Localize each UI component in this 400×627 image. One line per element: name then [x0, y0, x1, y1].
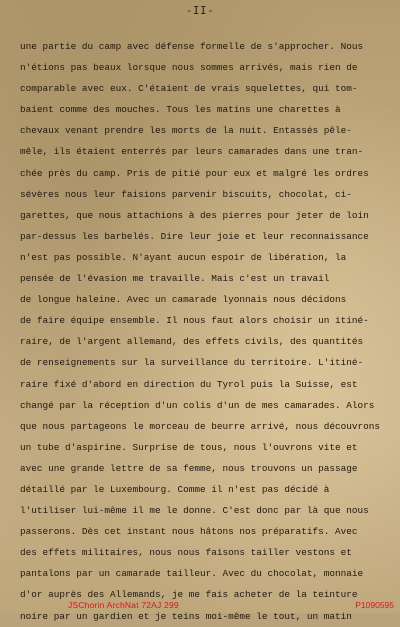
text-line: chée près du camp. Pris de pitié pour eux et malgré les ordres	[20, 167, 369, 179]
text-line: n'est pas possible. N'ayant aucun espoir de libération, la	[20, 251, 347, 263]
text-line: raire fixé d'abord en direction du Tyrol puis la Suisse, est	[20, 378, 358, 390]
page-number: -II-	[185, 4, 215, 17]
text-line: avec une grande lettre de sa femme, nous trouvons un passage	[20, 462, 358, 474]
text-line: changé par la réception d'un colis d'un de mes camarades. Alors	[20, 399, 375, 411]
text-line: passerons. Dès cet instant nous hâtons nos préparatifs. Avec	[20, 526, 358, 538]
text-line: pensée de l'évasion me travaille. Mais c'est un travail	[20, 273, 330, 285]
text-line: mêle, ils étaient enterrés par leurs camarades dans une tran-	[20, 146, 364, 158]
text-line: de faire équipe ensemble. Il nous faut alors choisir un itiné-	[20, 315, 369, 327]
text-line: que nous partageons le morceau de beurre arrivé, nous découvrons	[20, 420, 381, 432]
text-line: détaillé par le Luxembourg. Comme il n'est pas décidé à	[20, 483, 330, 495]
text-line: pantalons par un camarade tailleur. Avec du chocolat, monnaie	[20, 568, 364, 580]
text-line: raire, de l'argent allemand, des effets civils, des quantités	[20, 336, 364, 348]
text-line: des effets militaires, nous nous faisons tailler vestons et	[20, 547, 352, 559]
text-line: chevaux venant prendre les morts de la nuit. Entassés pêle-	[20, 125, 352, 137]
text-line: l'utiliser lui-même il me le donne. C'est donc par là que nous	[20, 505, 369, 517]
text-line: baient comme des mouches. Tous les matins une charettes à	[20, 104, 341, 116]
text-line: de longue haleine. Avec un camarade lyonnais nous décidons	[20, 294, 347, 306]
text-line: de renseignements sur la surveillance du territoire. L'itiné-	[20, 357, 364, 369]
text-line: noire par un gardien et je teins moi-même le tout, un matin	[20, 610, 352, 622]
text-line: n'étions pas beaux lorsque nous sommes arrivés, mais rien de	[20, 62, 358, 74]
archive-reference: JSChorin ArchNat 72AJ 299	[68, 600, 179, 610]
text-line: comparable avec eux. C'étaient de vrais squelettes, qui tom-	[20, 83, 358, 95]
typed-text-body	[20, 36, 396, 627]
text-line: sévères nous leur faisions parvenir biscuits, chocolat, ci-	[20, 188, 352, 200]
text-line: garettes, que nous attachions à des pierres pour jeter de loin	[20, 209, 369, 221]
photo-id: P1090595	[355, 600, 394, 610]
text-line: une partie du camp avec défense formelle de s'approcher. Nous	[20, 41, 364, 52]
text-line: d'or auprès des Allemands, je me fais acheter de la teinture	[20, 589, 358, 601]
text-line: par-dessus les barbelés. Dire leur joie et leur reconnaissance	[20, 230, 369, 242]
text-line: un tube d'aspirine. Surprise de tous, nous l'ouvrons vite et	[20, 441, 358, 453]
